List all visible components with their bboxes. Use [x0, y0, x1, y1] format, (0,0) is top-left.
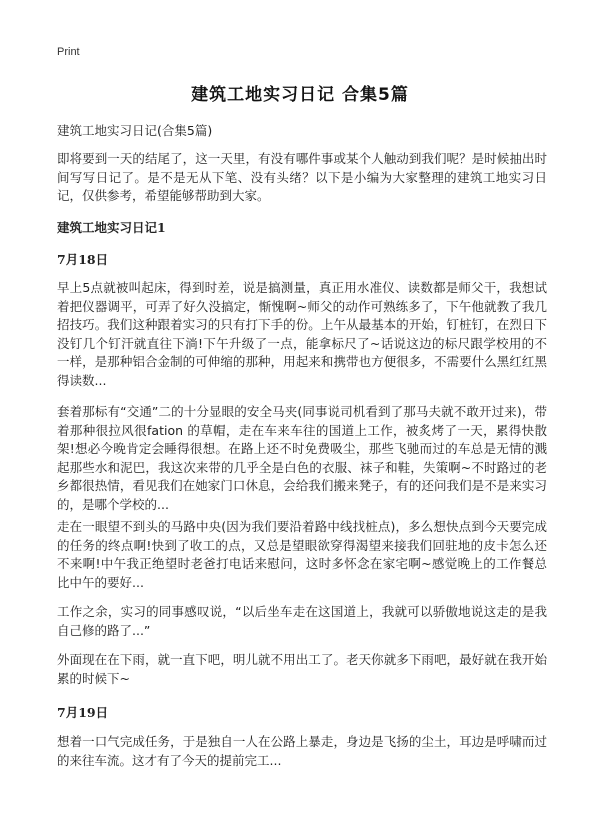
intro-paragraph: 即将要到一天的结尾了，这一天里，有没有哪件事或某个人触动到我们呢？是时候抽出时间写写日记了。是不是无从下笔、没有头绪？以下是小编为大家整理的建筑工地实习日记，仅供参考，希望能够帮助到大家。: [57, 151, 547, 203]
date-heading-2: 7月19日: [57, 705, 109, 720]
document-subtitle: 建筑工地实习日记(合集5篇): [57, 123, 213, 138]
diary-paragraph-6: 想着一口气完成任务，于是独自一人在公路上暴走，身边是飞扬的尘土，耳边是呼啸而过的来往车流。这才有了今天的提前完工...: [57, 734, 547, 768]
print-link[interactable]: Print: [57, 46, 80, 58]
section-heading: 建筑工地实习日记1: [57, 220, 166, 235]
document-title: 建筑工地实习日记 合集5篇: [191, 85, 409, 105]
diary-paragraph-4: 工作之余，实习的同事感叹说，“以后坐车走在这国道上，我就可以骄傲地说这走的是我自己修的路了...”: [57, 604, 547, 638]
diary-paragraph-3: 走在一眼望不到头的马路中央(因为我们要沿着路中线找桩点)，多么想快点到今天要完成的任务的终点啊!快到了收工的点，又总是望眼欲穿得渴望来接我们回驻地的皮卡怎么还不来啊!中午我正绝望时老爸打电话来慰问，这时多怀念在家宅啊~感觉晚上的工作餐总比中午的要好...: [57, 519, 547, 590]
diary-paragraph-5: 外面现在在下雨，就一直下吧，明儿就不用出工了。老天你就多下雨吧，最好就在我开始累的时候下~: [57, 652, 547, 686]
diary-paragraph-1: 早上5点就被叫起床，得到时差，说是搞测量，真正用水准仪、读数都是师父干，我想试着把仪器调平，可弄了好久没搞定，惭愧啊~师父的动作可熟练多了，下午他就教了我几招技巧。我们这种跟着实习的只有打下手的份。上午从最基本的开始，钉桩钉，在烈日下没钉几个钉汗就直往下淌!下午升级了一点，能拿标尺了~话说这边的标尺跟学校用的不一样，是那种铝合金制的可伸缩的那种，用起来和携带也方便很多，不需要什么黑红红黑得读数...: [57, 280, 547, 388]
diary-paragraph-2: 套着那标有“交通”二的十分显眼的安全马夹(同事说司机看到了那马夫就不敢开过来)，带着那种很拉风很fation 的草帽，走在车来车往的国道上工作，被炙烤了一天，累得快散架!想必今晚肯定会睡得很想。在路上还不时免费吸尘，那些飞驰而过的车总是无情的溅起那些水和泥巴，我这次来带的几乎全是白色的衣服、袜子和鞋，失策啊~不时路过的老乡都很热情，看见我们在她家门口休息，会给我们搬来凳子，有的还问我们是不是来实习的，是哪个学校的...: [57, 404, 547, 512]
date-heading-1: 7月18日: [57, 252, 109, 267]
